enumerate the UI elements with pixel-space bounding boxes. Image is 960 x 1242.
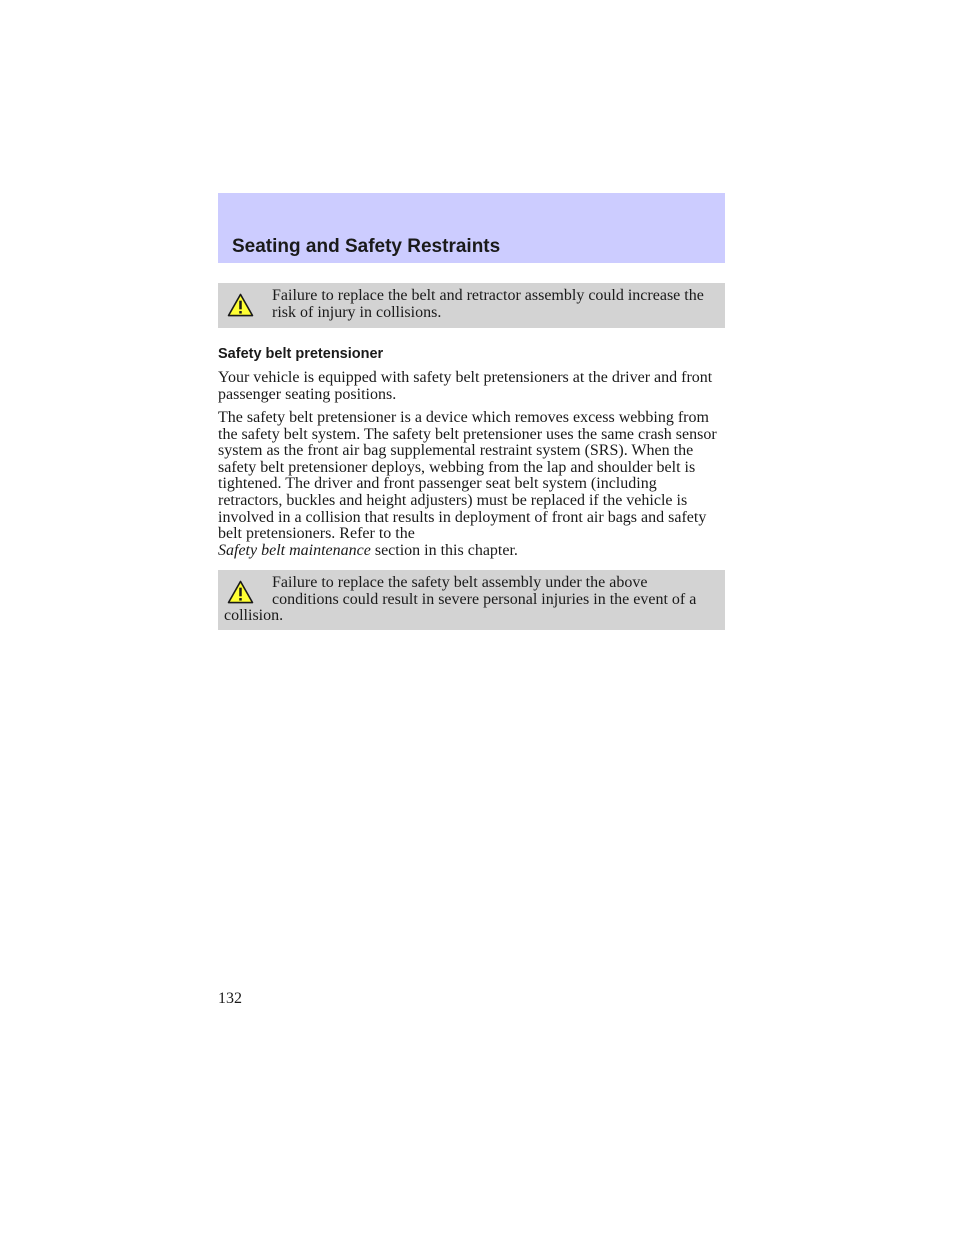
body-paragraph-text: The safety belt pretensioner is a device which removes excess webbing from the safety belt system. The safety belt pretensioner uses the same crash sensor system as the front air bag supplemental restraint system (SRS). When the safety belt pretensioner deploys, webbing from the lap and shoulder belt is tightened. The driver and front passenger seat belt system (including retractors, buckles and height adjusters) must be replaced if the vehicle is involved in a collision that results in deployment of front air bags and safety belt pretensioners. Refer to the	[218, 409, 717, 543]
warning-text: Failure to replace the safety belt assembly under the above conditions could result in severe personal injuries in the event of a collision.	[224, 574, 697, 624]
warning-box	[218, 283, 725, 328]
body-paragraph	[218, 410, 725, 559]
warning-box	[218, 570, 725, 630]
cross-reference-link: Safety belt maintenance	[218, 541, 371, 559]
warning-triangle-icon	[227, 293, 254, 317]
chapter-header-band	[218, 193, 725, 263]
warning-triangle-icon	[227, 580, 254, 604]
page-number: 132	[218, 990, 242, 1007]
section-heading: Safety belt pretensioner	[218, 346, 384, 362]
body-paragraph-tail: section in this chapter.	[374, 541, 518, 559]
warning-text: Failure to replace the belt and retractor assembly could increase the risk of injury in collisions.	[272, 287, 704, 321]
chapter-title: Seating and Safety Restraints	[232, 236, 501, 257]
body-paragraph: Your vehicle is equipped with safety belt pretensioners at the driver and front passenger seating positions.	[218, 369, 713, 403]
